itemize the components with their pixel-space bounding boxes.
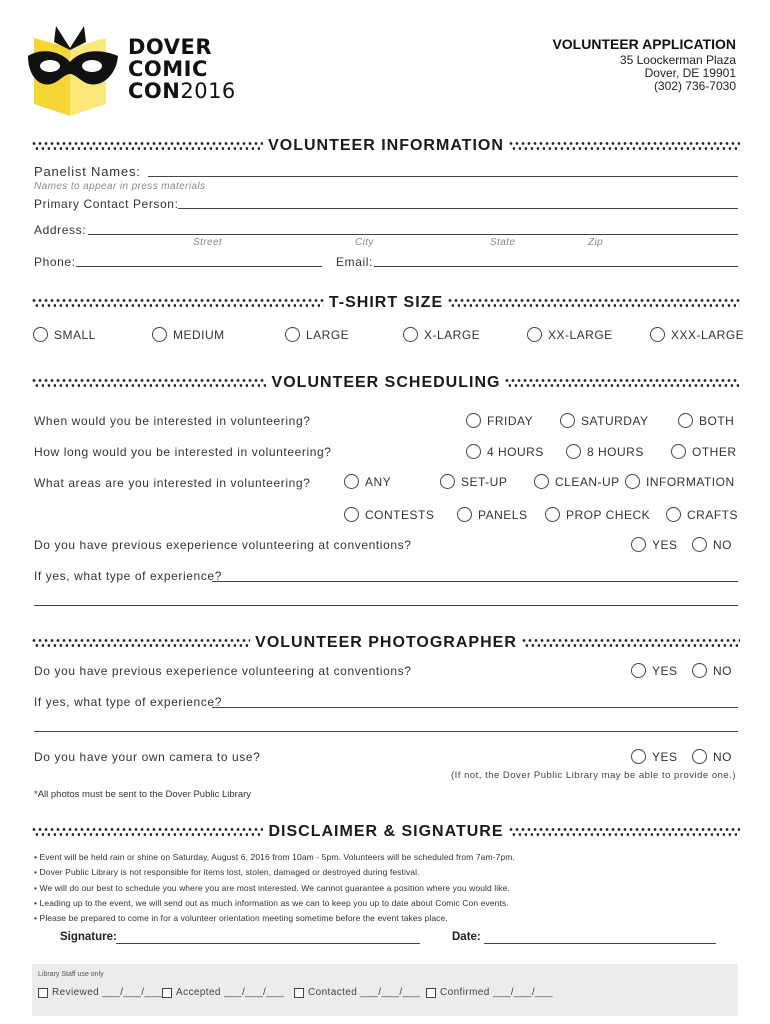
duration-other-option[interactable]	[671, 444, 737, 459]
option-label: NO	[713, 537, 732, 552]
option-label: YES	[652, 663, 678, 678]
size-medium-option[interactable]	[152, 327, 225, 342]
option-label: CONTESTS	[365, 507, 435, 522]
signature-field[interactable]	[116, 943, 420, 944]
when-friday-option[interactable]	[466, 413, 533, 428]
staff-label: Contacted	[308, 987, 358, 998]
radio-circle[interactable]	[344, 507, 359, 522]
option-label: FRIDAY	[487, 413, 534, 428]
option-label: SATURDAY	[581, 413, 649, 428]
phone-field[interactable]	[76, 266, 322, 267]
radio-circle[interactable]	[692, 537, 707, 552]
dot-divider-left	[32, 298, 324, 308]
radio-circle[interactable]	[631, 749, 646, 764]
option-label: X-LARGE	[424, 327, 481, 342]
duration-4hours-option[interactable]	[466, 444, 544, 459]
checkbox[interactable]	[294, 988, 304, 998]
dot-divider-left	[32, 827, 263, 837]
radio-circle[interactable]	[466, 413, 481, 428]
areas-question: What areas are you interested in volunteering?	[34, 476, 311, 490]
disclaimer-bullet: • Event will be held rain or shine on Saturday, August 6, 2016 from 10am - 5pm. Volunteers will be scheduled from 7am-7pm.	[34, 852, 515, 862]
staff-date-blank[interactable]: ___/___/___	[360, 987, 421, 998]
photo-experience-type-label: If yes, what type of experience?	[34, 695, 222, 709]
street-hint: Street	[193, 237, 223, 248]
radio-circle[interactable]	[560, 413, 575, 428]
camera-yes-option[interactable]	[631, 749, 678, 764]
radio-circle[interactable]	[545, 507, 560, 522]
size-large-option[interactable]	[285, 327, 349, 342]
option-label: YES	[652, 537, 678, 552]
staff-date-blank[interactable]: ___/___/___	[492, 987, 553, 998]
address-label: Address:	[34, 223, 87, 237]
radio-circle[interactable]	[692, 663, 707, 678]
zip-hint: Zip	[588, 237, 604, 248]
dot-divider-right	[509, 827, 740, 837]
section-tshirt-size	[32, 292, 740, 314]
staff-reviewed[interactable]	[38, 987, 162, 998]
date-field[interactable]	[484, 943, 716, 944]
option-label: NO	[713, 749, 732, 764]
photo-previous-yes-option[interactable]	[631, 663, 678, 678]
section-volunteer-photographer	[32, 632, 740, 654]
disclaimer-bullet: • Leading up to the event, we will send out as much information as we can to keep you up to date about Comic Con events.	[34, 898, 509, 908]
photo-experience-type-field-line2[interactable]	[34, 731, 738, 732]
section-disclaimer-signature	[32, 821, 740, 843]
staff-label: Confirmed	[440, 987, 490, 998]
header-address1: 35 Loockerman Plaza	[619, 53, 736, 67]
radio-circle[interactable]	[33, 327, 48, 342]
checkbox[interactable]	[426, 988, 436, 998]
signature-label: Signature:	[60, 931, 117, 943]
logo-line-dover: DOVER	[128, 35, 212, 59]
area-information-option[interactable]	[625, 474, 735, 489]
bullet-text: Dover Public Library is not responsible for items lost, stolen, damaged or destroyed during festival.	[39, 867, 420, 877]
email-label: Email:	[336, 255, 373, 269]
logo-line-comic: COMIC	[128, 57, 208, 81]
how-long-question: How long would you be interested in volunteering?	[34, 445, 332, 459]
size-small-option[interactable]	[33, 327, 96, 342]
previous-no-option[interactable]	[692, 537, 732, 552]
checkbox[interactable]	[38, 988, 48, 998]
when-both-option[interactable]	[678, 413, 734, 428]
photos-note: *All photos must be sent to the Dover Public Library	[34, 789, 252, 800]
option-label: CLEAN-UP	[555, 474, 620, 489]
when-question: When would you be interested in volunteering?	[34, 414, 311, 428]
bullet-text: Event will be held rain or shine on Saturday, August 6, 2016 from 10am - 5pm. Volunteers will be scheduled from 7am-7pm.	[39, 852, 515, 862]
staff-date-blank[interactable]: ___/___/___	[224, 987, 285, 998]
address-field[interactable]	[88, 234, 738, 235]
radio-circle[interactable]	[678, 413, 693, 428]
radio-circle[interactable]	[344, 474, 359, 489]
panelist-names-label: Panelist Names:	[34, 164, 141, 179]
radio-circle[interactable]	[152, 327, 167, 342]
size-xxlarge-option[interactable]	[527, 327, 613, 342]
duration-8hours-option[interactable]	[566, 444, 644, 459]
radio-circle[interactable]	[671, 444, 686, 459]
application-title: VOLUNTEER APPLICATION	[552, 36, 736, 52]
panelist-names-hint: Names to appear in press materials	[34, 181, 206, 192]
radio-circle[interactable]	[457, 507, 472, 522]
dot-divider-left	[32, 141, 263, 151]
checkbox[interactable]	[162, 988, 172, 998]
radio-circle[interactable]	[625, 474, 640, 489]
area-any-option[interactable]	[344, 474, 391, 489]
radio-circle[interactable]	[440, 474, 455, 489]
previous-experience-question: Do you have previous exeperience volunteering at conventions?	[34, 538, 412, 552]
dot-divider-left	[32, 638, 250, 648]
city-hint: City	[355, 237, 374, 248]
staff-label: Reviewed	[52, 987, 100, 998]
option-label: PANELS	[478, 507, 528, 522]
camera-note: (If not, the Dover Public Library may be able to provide one.)	[451, 770, 736, 781]
radio-circle[interactable]	[527, 327, 542, 342]
staff-use-box	[32, 964, 738, 1016]
camera-question: Do you have your own camera to use?	[34, 750, 261, 764]
section-volunteer-scheduling	[32, 372, 740, 394]
option-label: XXX-LARGE	[671, 327, 745, 342]
dot-divider-right	[522, 638, 740, 648]
section-title: VOLUNTEER SCHEDULING	[271, 374, 501, 391]
staff-confirmed[interactable]	[426, 987, 553, 998]
size-xxxlarge-option[interactable]	[650, 327, 744, 342]
staff-use-title: Library Staff use only	[38, 971, 104, 978]
disclaimer-bullet: • We will do our best to schedule you where you are most interested. We cannot guarantee a position where you would like.	[34, 883, 510, 893]
primary-contact-label: Primary Contact Person:	[34, 197, 179, 211]
email-field[interactable]	[374, 266, 738, 267]
primary-contact-field[interactable]	[178, 208, 738, 209]
comic-book-mask-icon	[26, 20, 124, 118]
area-panels-option[interactable]	[457, 507, 527, 522]
section-title: T-SHIRT SIZE	[328, 294, 444, 311]
area-crafts-option[interactable]	[666, 507, 738, 522]
logo-text	[128, 36, 236, 102]
logo-con: CON	[128, 79, 181, 103]
option-label: 4 HOURS	[487, 444, 544, 459]
staff-date-blank[interactable]: ___/___/___	[102, 987, 163, 998]
disclaimer-bullet: • Please be prepared to come in for a volunteer orientation meeting sometime before the event takes place.	[34, 913, 448, 923]
section-volunteer-information	[32, 135, 740, 157]
radio-circle[interactable]	[403, 327, 418, 342]
section-title: VOLUNTEER INFORMATION	[268, 137, 504, 154]
option-label: BOTH	[699, 413, 735, 428]
logo-year: 2016	[180, 79, 236, 103]
radio-circle[interactable]	[692, 749, 707, 764]
when-saturday-option[interactable]	[560, 413, 649, 428]
radio-circle[interactable]	[666, 507, 681, 522]
panelist-names-field[interactable]	[148, 176, 738, 177]
area-cleanup-option[interactable]	[534, 474, 620, 489]
photo-experience-type-field[interactable]	[212, 707, 738, 708]
radio-circle[interactable]	[534, 474, 549, 489]
staff-accepted[interactable]	[162, 987, 284, 998]
date-label: Date:	[452, 931, 481, 943]
option-label: PROP CHECK	[566, 507, 651, 522]
option-label: INFORMATION	[646, 474, 735, 489]
photo-previous-no-option[interactable]	[692, 663, 732, 678]
option-label: YES	[652, 749, 678, 764]
option-label: NO	[713, 663, 732, 678]
phone-label: Phone:	[34, 255, 76, 269]
state-hint: State	[490, 237, 516, 248]
option-label: SMALL	[54, 327, 96, 342]
option-label: OTHER	[692, 444, 737, 459]
logo	[26, 20, 236, 120]
header-phone: (302) 736-7030	[653, 79, 736, 93]
camera-no-option[interactable]	[692, 749, 732, 764]
dot-divider-right	[448, 298, 740, 308]
experience-type-label: If yes, what type of experience?	[34, 569, 222, 583]
experience-type-field[interactable]	[212, 581, 738, 582]
staff-contacted[interactable]	[294, 987, 420, 998]
section-title: DISCLAIMER & SIGNATURE	[268, 823, 504, 840]
photo-previous-question: Do you have previous exeperience volunteering at conventions?	[34, 664, 412, 678]
area-contests-option[interactable]	[344, 507, 434, 522]
radio-circle[interactable]	[650, 327, 665, 342]
option-label: XX-LARGE	[548, 327, 613, 342]
previous-yes-option[interactable]	[631, 537, 678, 552]
size-xlarge-option[interactable]	[403, 327, 480, 342]
experience-type-field-line2[interactable]	[34, 605, 738, 606]
dot-divider-left	[32, 378, 267, 388]
staff-label: Accepted	[176, 987, 221, 998]
dot-divider-right	[505, 378, 740, 388]
disclaimer-bullet: • Dover Public Library is not responsible for items lost, stolen, damaged or destroyed during festival.	[34, 867, 420, 877]
logo-line-con	[128, 80, 236, 102]
option-label: SET-UP	[461, 474, 508, 489]
section-title: VOLUNTEER PHOTOGRAPHER	[255, 634, 517, 651]
option-label: 8 HOURS	[587, 444, 644, 459]
radio-circle[interactable]	[466, 444, 481, 459]
option-label: ANY	[365, 474, 392, 489]
radio-circle[interactable]	[631, 537, 646, 552]
bullet-text: Leading up to the event, we will send out as much information as we can to keep you up to date about Comic Con events.	[39, 898, 509, 908]
option-label: LARGE	[306, 327, 350, 342]
area-setup-option[interactable]	[440, 474, 507, 489]
bullet-text: We will do our best to schedule you where you are most interested. We cannot guarantee a position where you would like.	[39, 883, 510, 893]
radio-circle[interactable]	[285, 327, 300, 342]
area-prop-check-option[interactable]	[545, 507, 650, 522]
header-address2: Dover, DE 19901	[644, 66, 736, 80]
option-label: MEDIUM	[173, 327, 225, 342]
radio-circle[interactable]	[566, 444, 581, 459]
dot-divider-right	[509, 141, 740, 151]
bullet-text: Please be prepared to come in for a volunteer orientation meeting sometime before the event takes place.	[39, 913, 448, 923]
radio-circle[interactable]	[631, 663, 646, 678]
option-label: CRAFTS	[687, 507, 738, 522]
